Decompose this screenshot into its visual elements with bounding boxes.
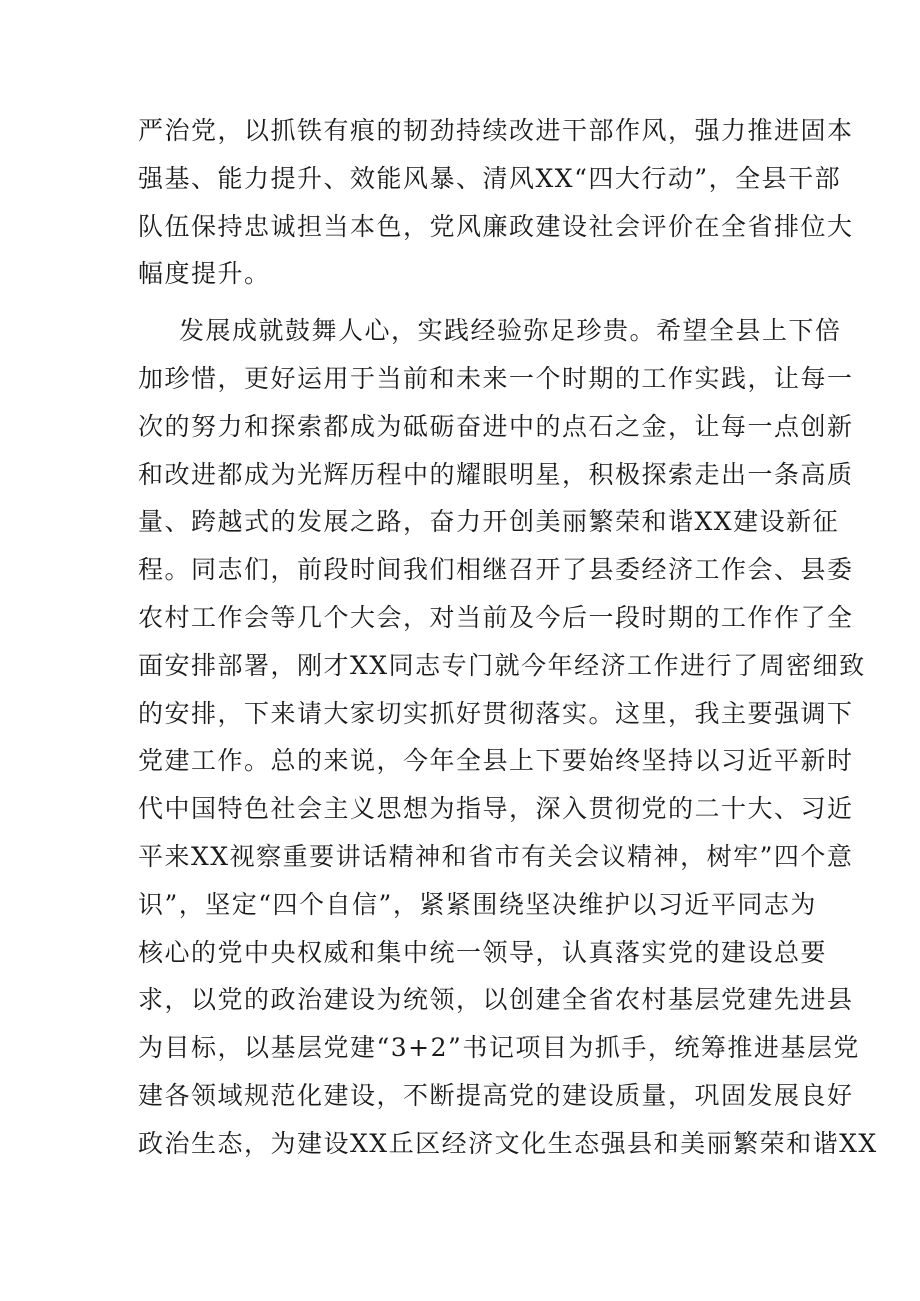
paragraph-2 [138, 307, 878, 1167]
text-line: 农村工作会等几个大会，对当前及今后一段时期的工作作了全 [138, 602, 854, 632]
text-line: 求，以党的政治建设为统领，以创建全省农村基层党建先进县 [138, 985, 854, 1015]
text-line: 识”，坚定“四个自信”，紧紧围绕坚决维护以习近平同志为 [138, 889, 817, 919]
text-line: 队伍保持忠诚担当本色，党风廉政建设社会评价在全省排位大 [138, 211, 854, 241]
text-line: 量、跨越式的发展之路，奋力开创美丽繁荣和谐XX建设新征 [138, 507, 840, 537]
text-line: 严治党，以抓铁有痕的韧劲持续改进干部作风，强力推进固本 [138, 116, 854, 145]
text-line: 加珍惜，更好运用于当前和未来一个时期的工作实践，让每一 [138, 363, 854, 393]
text-line: 党建工作。总的来说，今年全县上下要始终坚持以习近平新时 [138, 746, 854, 776]
text-line: 的安排，下来请大家切实抓好贯彻落实。这里，我主要强调下 [138, 698, 854, 728]
text-line: 政治生态，为建设XX丘区经济文化生态强县和美丽繁荣和谐XX [138, 1128, 878, 1158]
text-line: 平来XX视察重要讲话精神和省市有关会议精神，树牢”四个意 [138, 841, 854, 871]
text-line: 发展成就鼓舞人心，实践经验弥足珍贵。希望全县上下倍 [179, 316, 842, 346]
text-line: 代中国特色社会主义思想为指导，深入贯彻党的二十大、习近 [138, 794, 854, 824]
text-line: 为目标，以基层党建“3+2”书记项目为抓手，统筹推进基层党 [138, 1033, 860, 1063]
text-line: 次的努力和探索都成为砥砺奋进中的点石之金，让每一点创新 [138, 411, 854, 441]
text-line: 面安排部署，刚才XX同志专门就今年经济工作进行了周密细致 [138, 650, 866, 680]
text-line: 建各领域规范化建设，不断提高党的建设质量，巩固发展良好 [138, 1080, 854, 1110]
text-line: 幅度提升。 [138, 259, 271, 289]
text-line: 核心的党中央权威和集中统一领导，认真落实党的建设总要 [138, 937, 828, 967]
paragraph-1 [138, 107, 854, 298]
document-body [138, 107, 878, 1168]
paragraph-spacer [138, 298, 778, 307]
text-line: 强基、能力提升、效能风暴、清风XX“四大行动”，全县干部 [138, 163, 842, 193]
text-line: 和改进都成为光辉历程中的耀眼明星，积极探索走出一条高质 [138, 459, 854, 489]
text-line: 程。同志们，前段时间我们相继召开了县委经济工作会、县委 [138, 555, 854, 585]
